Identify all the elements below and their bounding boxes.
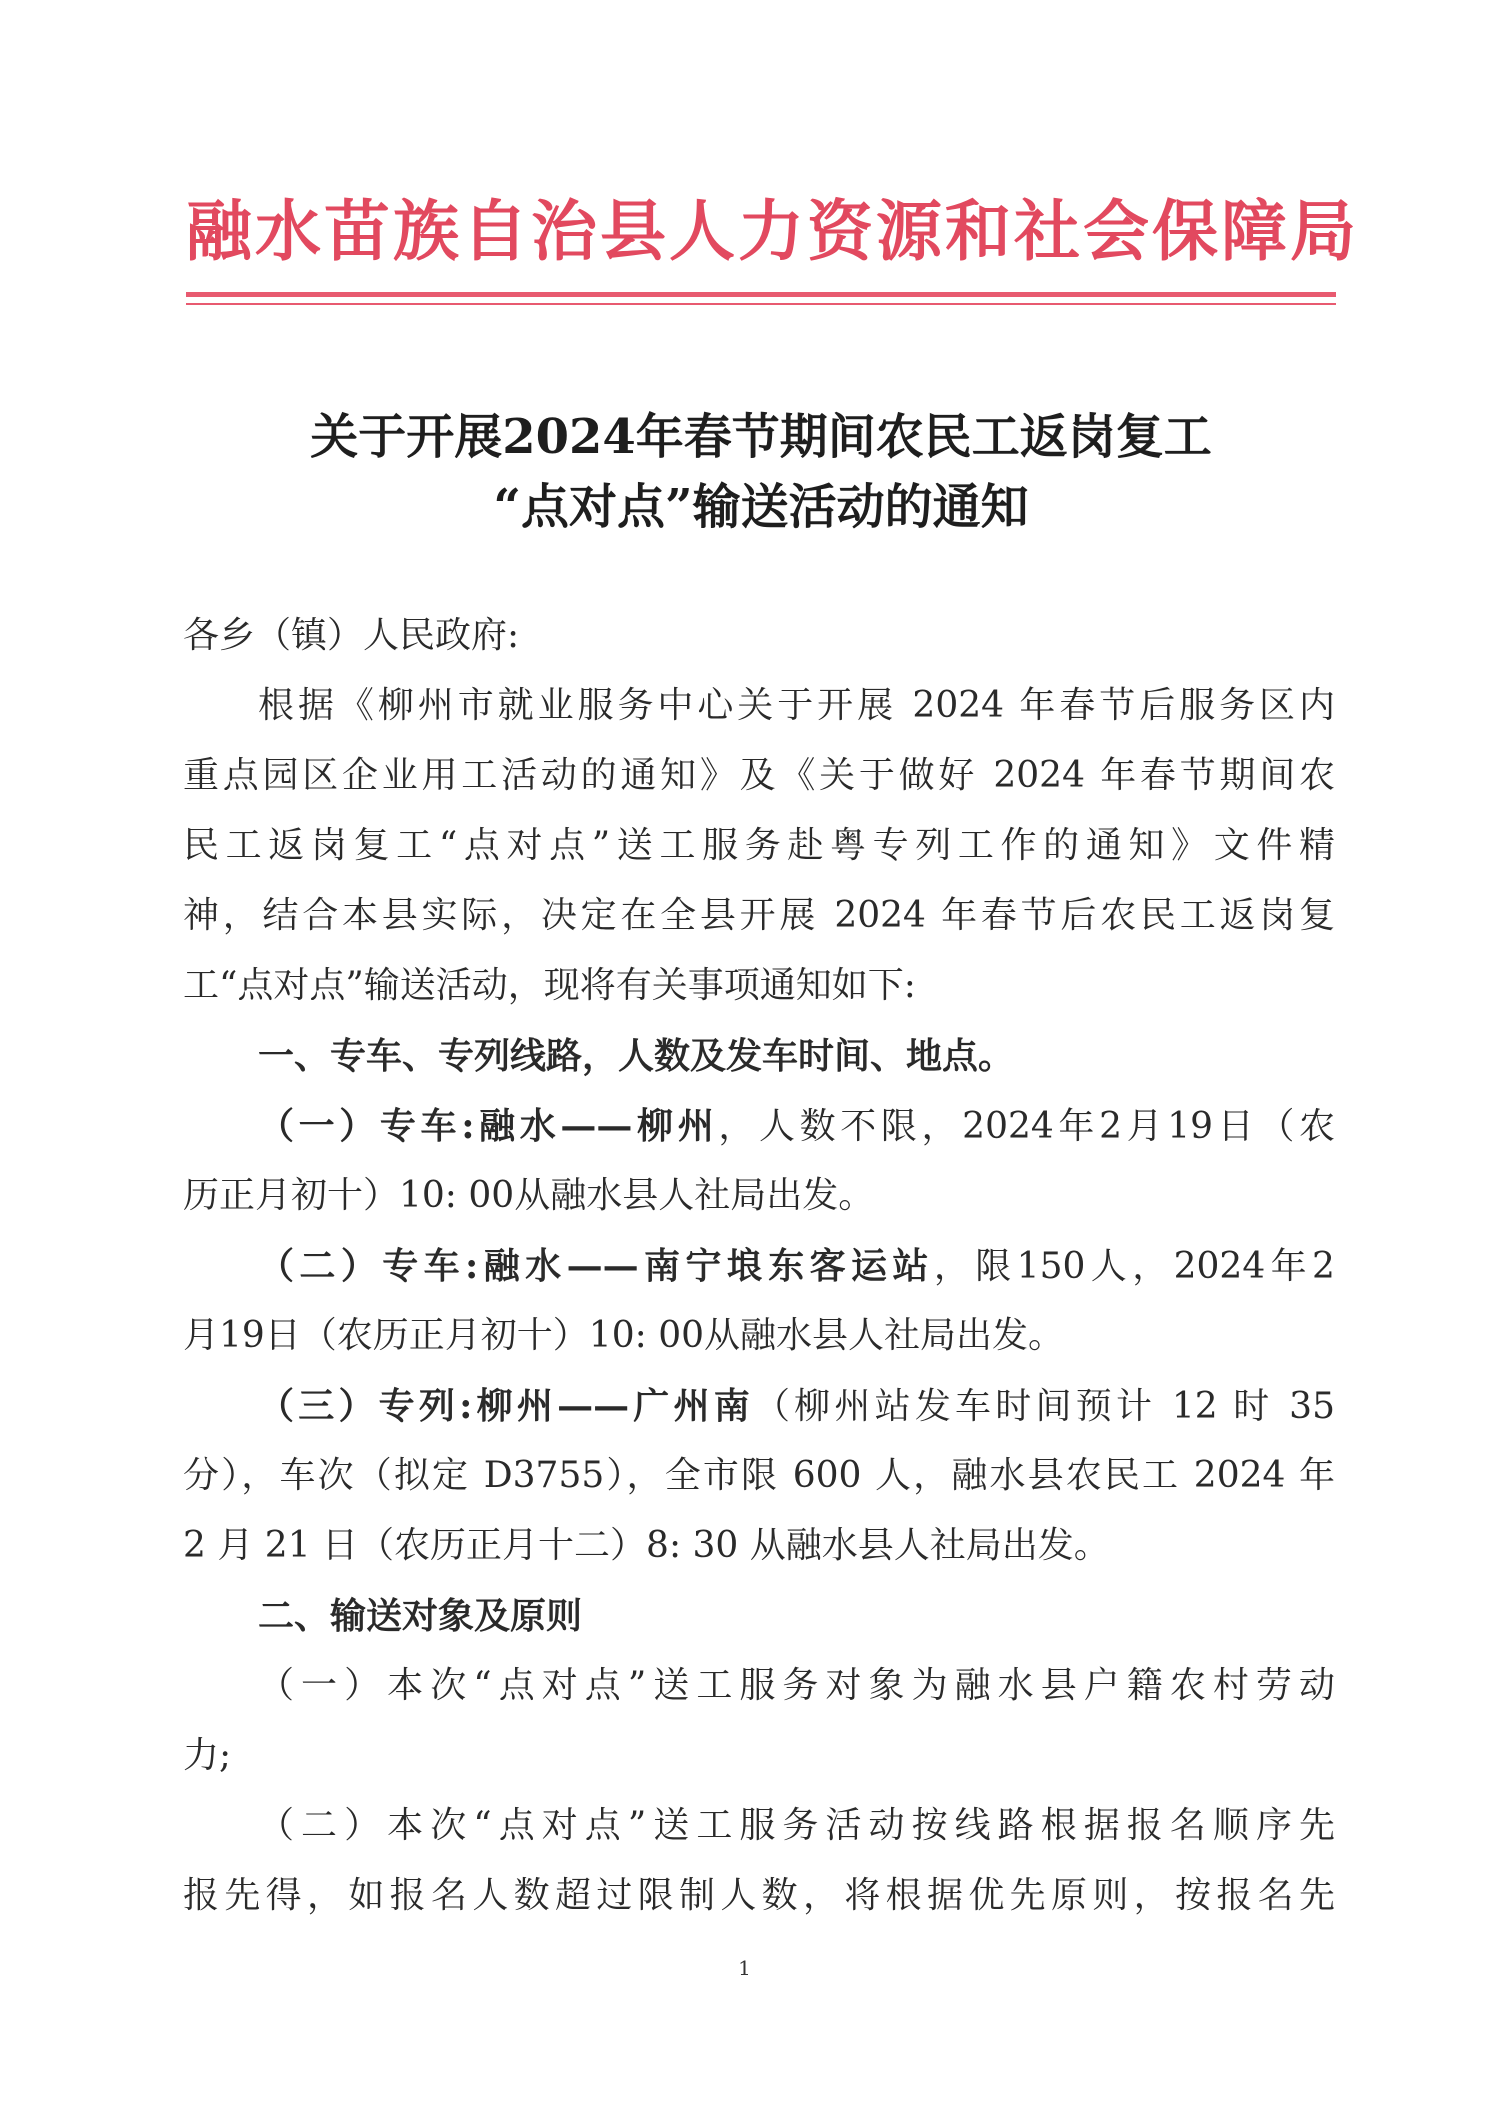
salutation: 各乡（镇）人民政府: <box>183 615 520 656</box>
item-label: （一）专车: <box>258 1105 475 1147</box>
page-number: 1 <box>738 1956 751 1980</box>
section-1-item-3-line-3: 2 月 21 日（农历正月十二）8: 30 从融水县人社局出发。 <box>183 1525 1110 1566</box>
intro-line: 神，结合本县实际，决定在全县开展 2024 年春节后农民工返岗复 <box>183 895 1335 936</box>
route-name: 融水——柳州 <box>474 1105 719 1147</box>
intro-line: 根据《柳州市就业服务中心关于开展 2024 年春节后服务区内 <box>258 685 1335 726</box>
item-text: （柳州站发车时间预计 12 时 35 <box>753 1386 1335 1427</box>
agency-header: 融水苗族自治县人力资源和社会保障局 <box>186 193 1359 270</box>
section-1-item-1-line-1 <box>258 1102 1335 1151</box>
intro-line: 民工返岗复工“点对点”送工服务赴粤专列工作的通知》文件精 <box>183 825 1335 866</box>
section-1-item-2-line-2: 月19日（农历正月初十）10: 00从融水县人社局出发。 <box>183 1315 1064 1356</box>
item-text: ，限150人，2024年2 <box>933 1246 1335 1287</box>
intro-line: 工“点对点”输送活动，现将有关事项通知如下: <box>183 965 916 1006</box>
item-label: （二）专车: <box>258 1245 479 1287</box>
item-label: （三）专列: <box>258 1385 473 1427</box>
section-2-item-2-line-2: 报先得，如报名人数超过限制人数，将根据优先原则，按报名先 <box>183 1875 1335 1916</box>
section-1-item-3-line-1 <box>258 1382 1335 1431</box>
section-1-item-3-line-2: 分），车次（拟定 D3755），全市限 600 人，融水县农民工 2024 年 <box>183 1455 1335 1496</box>
intro-line: 重点园区企业用工活动的通知》及《关于做好 2024 年春节期间农 <box>183 755 1335 796</box>
route-name: 柳州——广州南 <box>472 1385 754 1427</box>
section-1-heading: 一、专车、专列线路，人数及发车时间、地点。 <box>258 1035 1015 1077</box>
section-2-item-1-line-1: （一）本次“点对点”送工服务对象为融水县户籍农村劳动 <box>258 1665 1335 1706</box>
header-rule-thick <box>186 292 1336 297</box>
header-rule-thin <box>186 303 1336 305</box>
section-1-item-1-line-2: 历正月初十）10: 00从融水县人社局出发。 <box>183 1175 875 1216</box>
section-2-heading: 二、输送对象及原则 <box>258 1595 583 1637</box>
item-text: ，人数不限，2024年2月19日（农 <box>718 1106 1335 1147</box>
section-1-item-2-line-1 <box>258 1242 1335 1291</box>
document-title-line-2: “点对点”输送活动的通知 <box>493 479 1029 535</box>
section-2-item-1-line-2: 力; <box>183 1735 232 1776</box>
section-2-item-2-line-1: （二）本次“点对点”送工服务活动按线路根据报名顺序先 <box>258 1805 1335 1846</box>
route-name: 融水——南宁埌东客运站 <box>478 1245 934 1287</box>
document-title-line-1: 关于开展2024年春节期间农民工返岗复工 <box>310 409 1212 465</box>
